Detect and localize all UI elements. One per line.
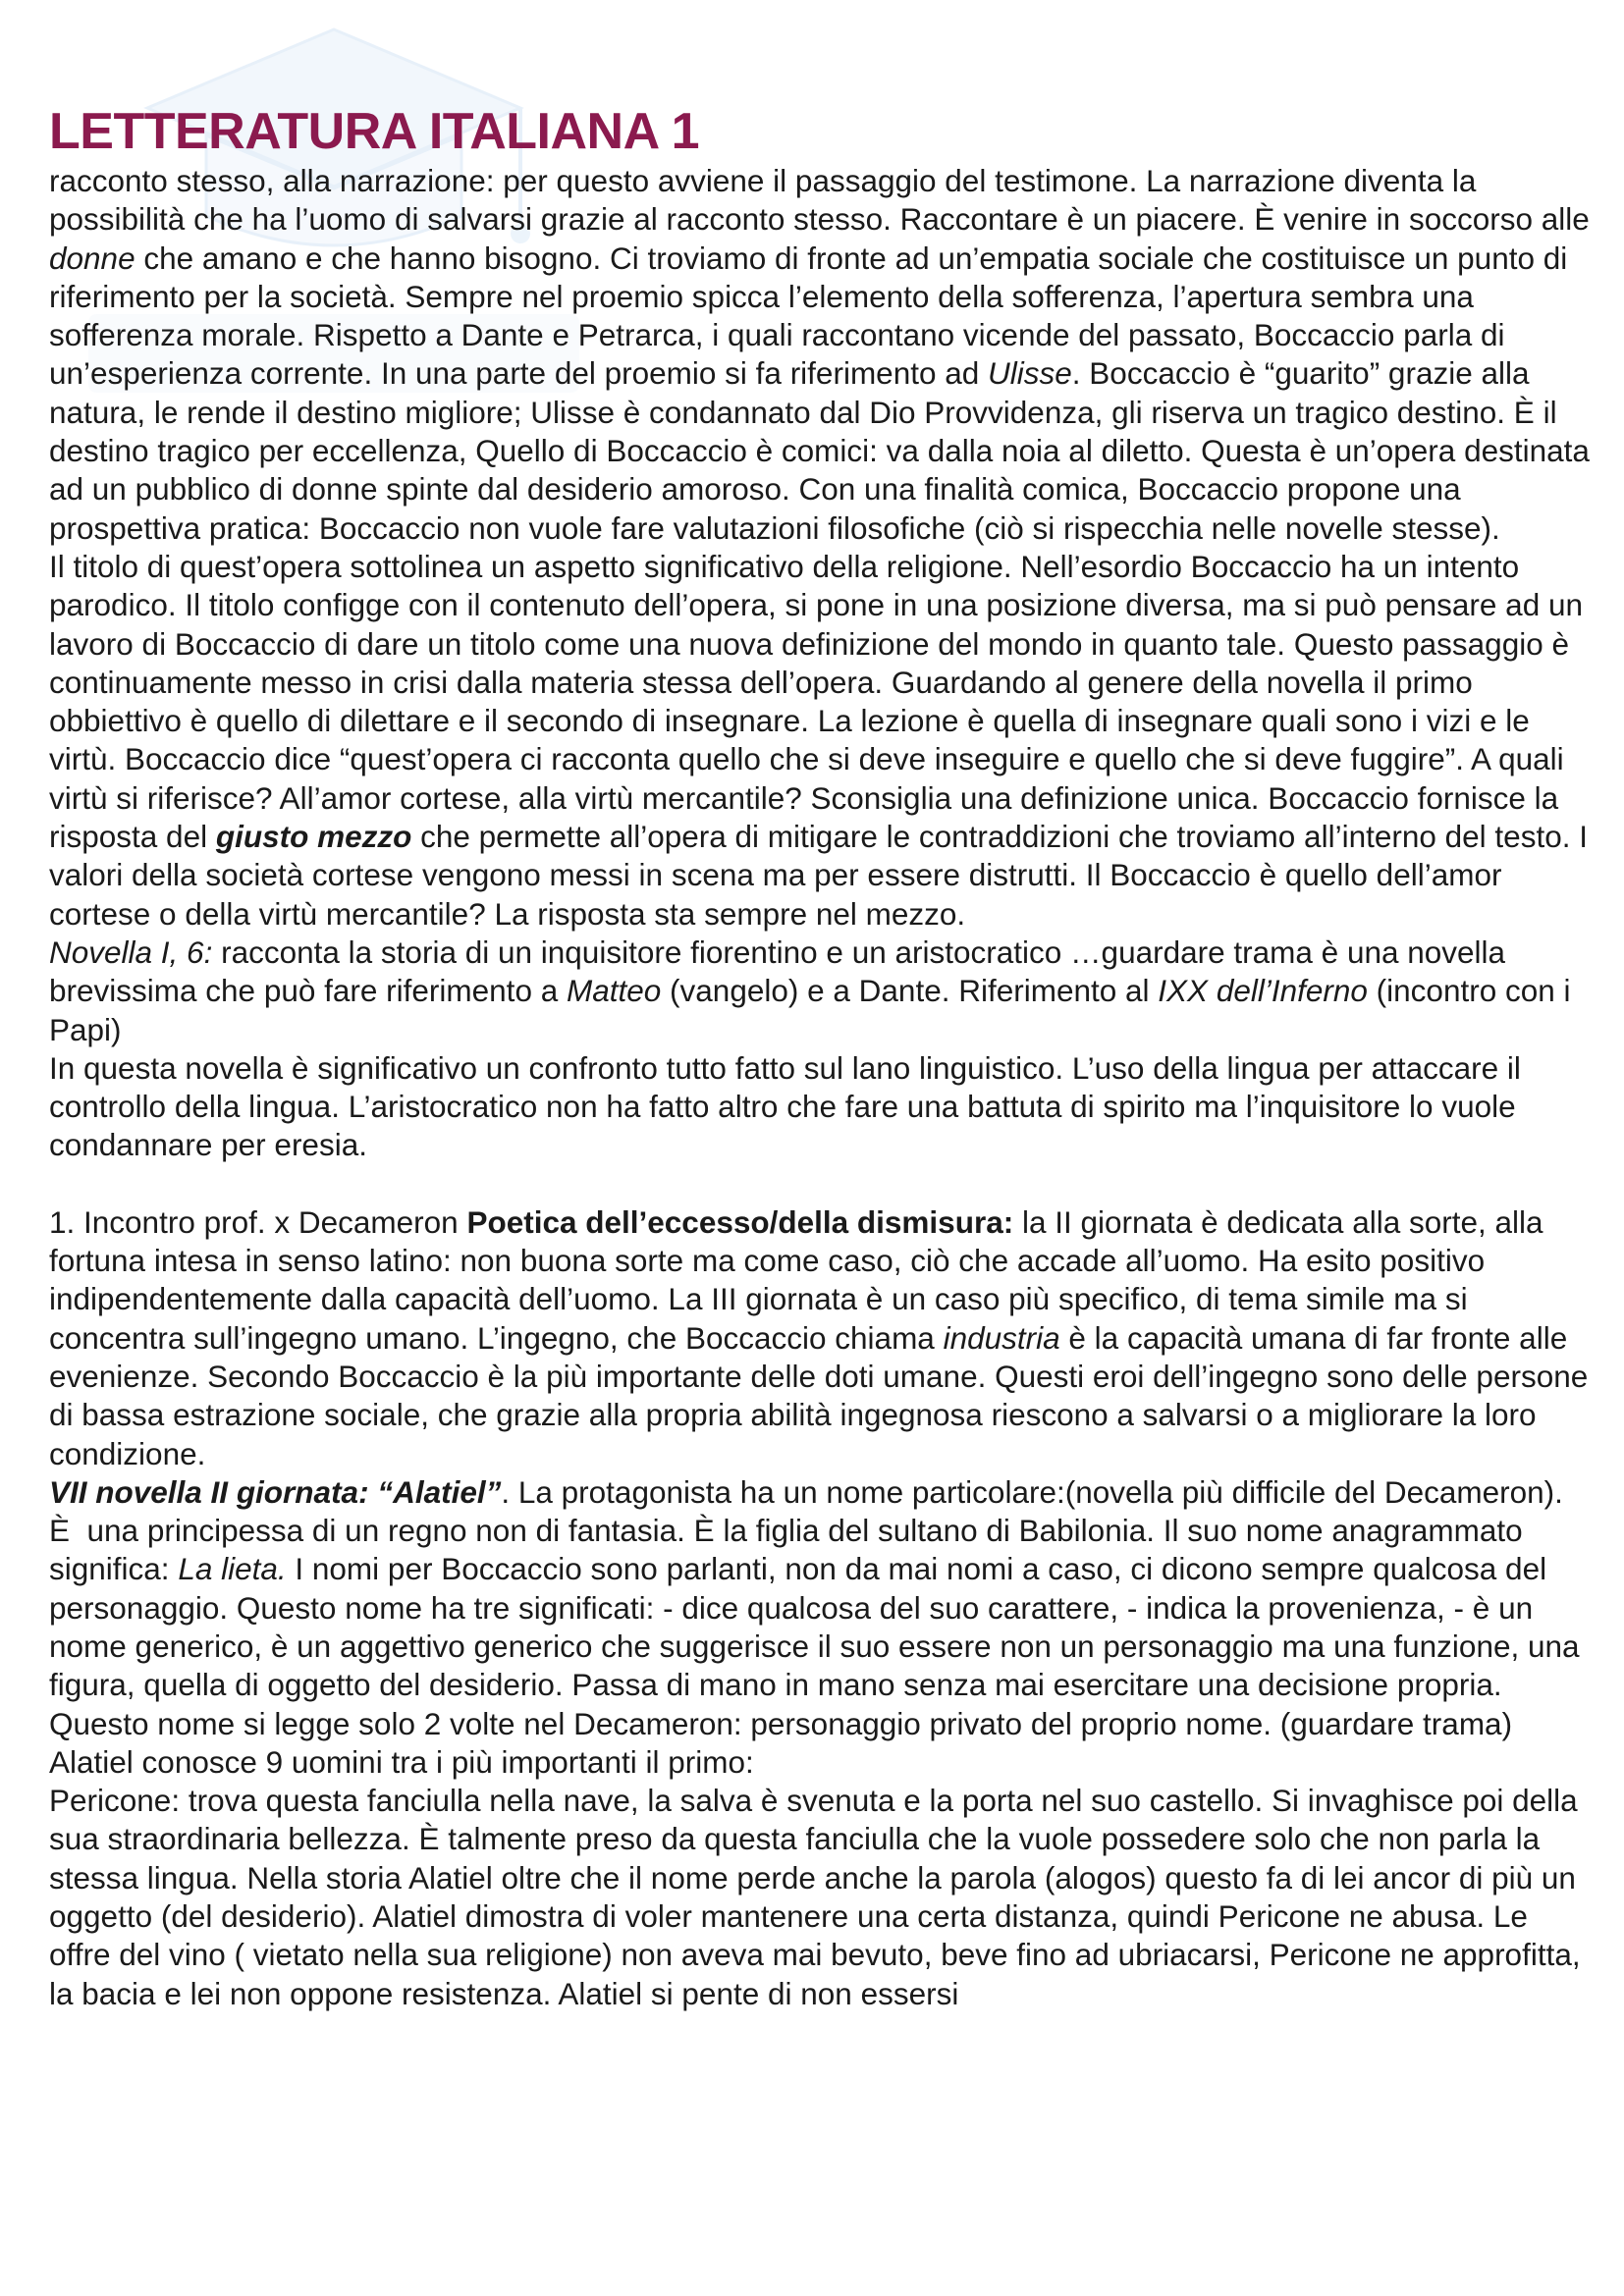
text-run: la II giornata è dedicata alla sorte, alla fortuna intesa in senso latino: non buona sorte ma come caso, ciò che accade all’uomo. Ha esito positivo indipendentemente dalla capacità dell’uomo. La III giornata è un caso più specifico, di tema simile ma si concentra sull’ingegno umano. L’ingegno, che Boccaccio chiama — [49, 1203, 1552, 1356]
page-title: LETTERATURA ITALIANA 1 — [49, 103, 700, 160]
emphasis-text: Ulisse — [988, 355, 1072, 392]
text-run: Il titolo di quest’opera sottolinea un aspetto significativo della religione. Nell’esordio Boccaccio ha un intento parodico. Il titolo configge con il contenuto dell’opera, si pone in una posizione diversa, ma si può pensare ad un lavoro di Boccaccio di dare un titolo come una nuova definizione del mondo in quanto tale. Questo passaggio è continuamente messo in crisi dalla materia stessa dell’opera. Guardando al genere della novella il primo obbiettivo è quello di dilettare e il secondo di insegnare. La lezione è quella di insegnare quali sono i vizi e le virtù. Boccaccio dice “quest’opera ci racconta quello che si deve inseguire e quello che si deve fuggire”. A quali virtù si riferisce? All’amor cortese, alla virtù mercantile? Sconsiglia una definizione unica. Boccaccio fornisce la risposta del — [49, 548, 1592, 855]
text-run: . Boccaccio è “guarito” grazie alla natura, le rende il destino migliore; Ulisse è condannato dal Dio Provvidenza, gli riserva un tragico destino. È il destino tragico per eccellenza, Quello di Boccaccio è comici: va dalla noia al diletto. Questa è un’opera destinata ad un pubblico di donne spinte dal desiderio amoroso. Con una finalità comica, Boccaccio propone una prospettiva pratica: Boccaccio non vuole fare valutazioni filosofiche (ciò si rispecchia nelle novelle stesse). — [49, 355, 1598, 546]
body-text — [49, 162, 1598, 2013]
emphasis-text: giusto mezzo — [215, 819, 412, 855]
text-run: Pericone: trova questa fanciulla nella nave, la salva è svenuta e la porta nel suo castello. Si invaghisce poi della sua straordinaria bellezza. È talmente preso da questa fanciulla che la vuole possedere solo che non parla la stessa lingua. Nella storia Alatiel oltre che il nome perde anche la parola (alogos) questo fa di lei ancor di più un oggetto (del desiderio). Alatiel dimostra di voler mantenere una certa distanza, quindi Pericone ne abusa. Le offre del vino ( vietato nella sua religione) non aveva mai bevuto, beve fino ad ubriacarsi, Pericone ne approfitta, la bacia e lei non oppone resistenza. Alatiel si pente di non essersi — [49, 1783, 1590, 2011]
paragraph — [49, 548, 1597, 934]
document-page — [49, 103, 1598, 2013]
text-run: (incontro con i Papi) — [49, 973, 1580, 1047]
text-run: . La protagonista ha un nome particolare:(novella più difficile del Decameron). È una principessa di un regno non di fantasia. È la figlia del sultano di Babilonia. Il suo nome anagrammato significa: — [49, 1473, 1572, 1587]
text-run: racconto stesso, alla narrazione: per questo avviene il passaggio del testimone. La narrazione diventa la possibilità che ha l’uomo di salvarsi grazie al racconto stesso. Raccontare è un piacere. È venire in soccorso alle — [49, 163, 1598, 238]
text-run: (vangelo) e a Dante. Riferimento al — [661, 973, 1159, 1009]
text-run: In questa novella è significativo un confronto tutto fatto sul lano linguistico. L’uso della lingua per attaccare il controllo della lingua. L’aristocratico non ha fatto altro che fare una battuta di spirito ma l’inquisitore lo vuole condannare per eresia. — [49, 1049, 1530, 1163]
paragraph — [49, 934, 1591, 1049]
emphasis-text: Matteo — [566, 973, 662, 1009]
emphasis-text: Novella I, 6: — [49, 934, 213, 970]
paragraph — [49, 1473, 1591, 1782]
emphasis-text: industria — [943, 1319, 1060, 1356]
text-run: I nomi per Boccaccio sono parlanti, non da mai nomi a caso, ci dicono sempre qualcosa del personaggio. Questo nome ha tre significati: - dice qualcosa del suo carattere, - indica la provenienza, - è un nome generico, è un aggettivo generico che suggerisce il suo essere non un personaggio ma una funzione, una figura, quella di oggetto del desiderio. Passa di mano in mano senza mai esercitare una decisione propria. Questo nome si legge solo 2 volte nel Decameron: personaggio privato del proprio nome. (guardare trama) Alatiel conosce 9 uomini tra i più importanti il primo: — [49, 1551, 1589, 1780]
paragraph — [49, 162, 1598, 548]
emphasis-text: Poetica dell’eccesso/della dismisura: — [466, 1203, 1014, 1240]
text-run: è la capacità umana di far fronte alle evenienze. Secondo Boccaccio è la più importante delle doti umane. Questi eroi dell’ingegno sono delle persone di bassa estrazione sociale, che grazie alla propria abilità ingegnosa riescono a salvarsi o a migliorare la loro condizione. — [49, 1319, 1597, 1471]
text-run: racconta la storia di un inquisitore fiorentino e un aristocratico …guardare trama è una novella brevissima che può fare riferimento a — [49, 934, 1514, 1009]
text-run: 1. Incontro prof. x Decameron — [49, 1203, 467, 1240]
emphasis-text: VII novella II giornata: “Alatiel” — [49, 1473, 502, 1510]
emphasis-text: IXX dell’Inferno — [1158, 973, 1368, 1009]
paragraph — [49, 1782, 1591, 2013]
paragraph — [49, 1203, 1597, 1473]
emphasis-text: La lieta. — [178, 1551, 287, 1587]
emphasis-text: donne — [49, 240, 135, 276]
paragraph — [49, 1049, 1591, 1165]
text-run: che permette all’opera di mitigare le contraddizioni che troviamo all’interno del testo. I valori della società cortese vengono messi in scena ma per essere distrutti. Il Boccaccio è quello dell’amor cortese o della virtù mercantile? La risposta sta sempre nel mezzo. — [49, 819, 1597, 932]
text-run: che amano e che hanno bisogno. Ci troviamo di fronte ad un’empatia sociale che costituisce un punto di riferimento per la società. Sempre nel proemio spicca l’elemento della sofferenza, l’apertura sembra una sofferenza morale. Rispetto a Dante e Petrarca, i quali raccontano vicende del passato, Boccaccio parla di un’esperienza corrente. In una parte del proemio si fa riferimento ad — [49, 240, 1577, 392]
